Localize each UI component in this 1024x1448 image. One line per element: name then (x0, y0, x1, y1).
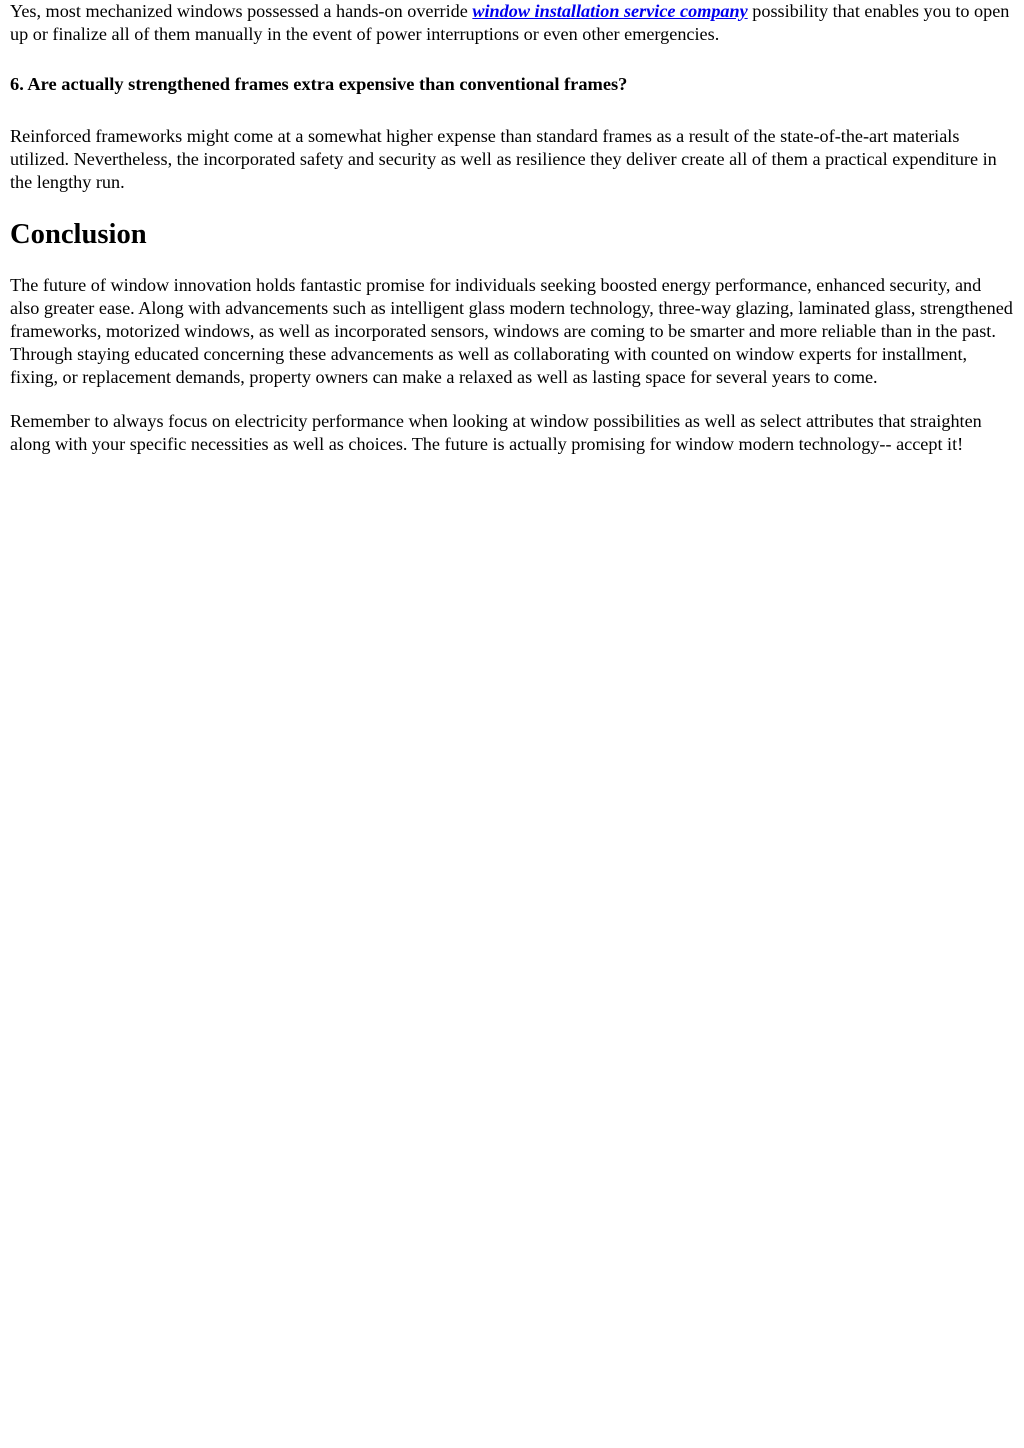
faq-answer-5-text-before: Yes, most mechanized windows possessed a hands-on override (10, 1, 473, 21)
faq-answer-5 (10, 0, 1014, 46)
faq-question-6: 6. Are actually strengthened frames extra expensive than conventional frames? (10, 74, 628, 94)
conclusion-paragraph: The future of window innovation holds fantastic promise for individuals seeking boosted energy performance, enhanced security, and also greater ease. Along with advancements such as intelligent glass modern technology, three-way glazing, laminated glass, strengthened frameworks, motorized windows, as well as incorporated sensors, windows are coming to be smarter and more reliable than in the past. Through staying educated concerning these advancements as well as collaborating with counted on window experts for installment, fixing, or replacement demands, property owners can make a relaxed as well as lasting space for several years to come. (10, 275, 1013, 387)
faq-answer-5-text-after: possibility that enables you to open up or finalize all of them manually in the event of power interruptions or even other emergencies. (10, 1, 1010, 44)
conclusion-heading: Conclusion (10, 219, 147, 250)
conclusion-paragraph: Remember to always focus on electricity performance when looking at window possibilities as well as select attributes that straighten along with your specific necessities as well as choices. The future is actually promising for window modern technology-- accept it! (10, 411, 982, 454)
window-installation-link[interactable]: window installation service company (472, 1, 748, 21)
faq-answer-6: Reinforced frameworks might come at a somewhat higher expense than standard frames as a result of the state-of-the-art materials utilized. Nevertheless, the incorporated safety and security as well as resilience they deliver create all of them a practical expenditure in the lengthy run. (10, 126, 997, 192)
article-body (0, 0, 1024, 456)
